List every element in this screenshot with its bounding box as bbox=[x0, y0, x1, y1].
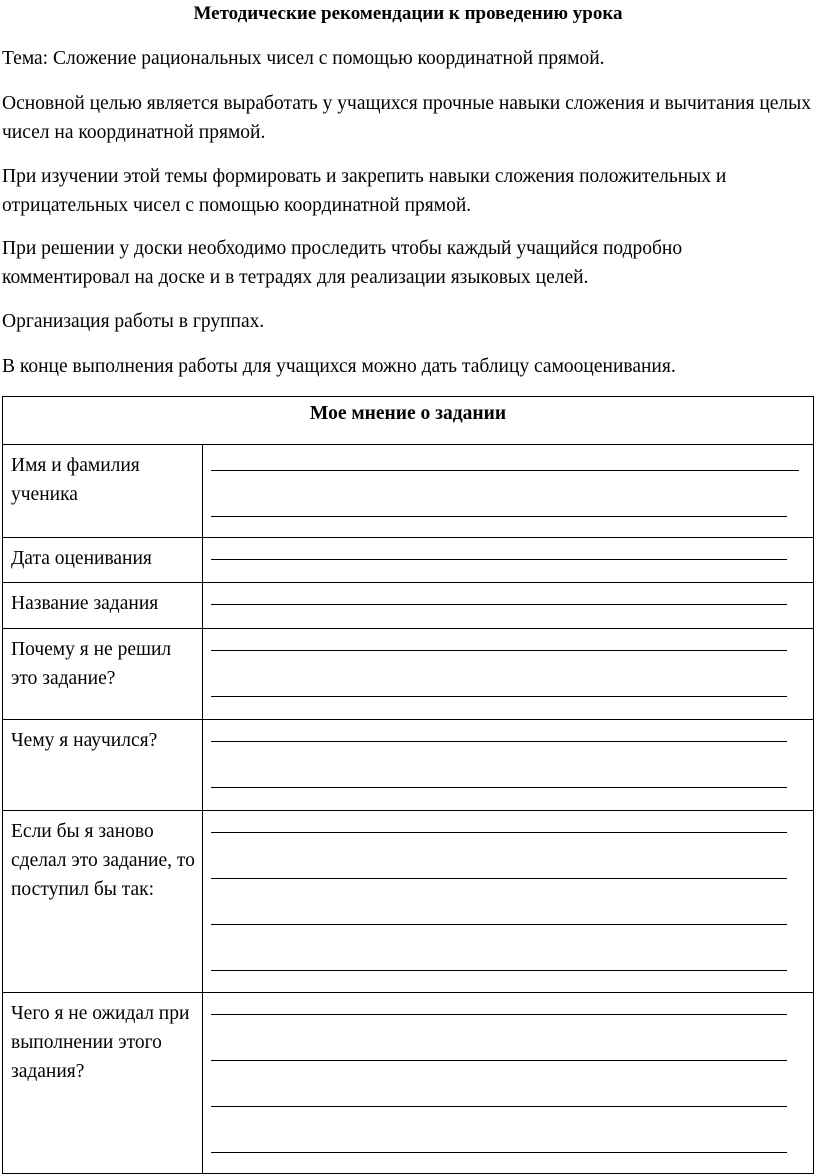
answer-line[interactable] bbox=[211, 696, 787, 697]
answer-line[interactable] bbox=[211, 1060, 787, 1061]
answer-line[interactable] bbox=[211, 516, 787, 517]
table-row bbox=[3, 583, 814, 629]
answer-line[interactable] bbox=[211, 832, 787, 833]
topic-paragraph: Тема: Сложение рациональных чисел с помощью координатной прямой. bbox=[2, 48, 605, 69]
table-title: Мое мнение о задании bbox=[3, 397, 814, 445]
table-row bbox=[3, 538, 814, 583]
board-paragraph: При решении у доски необходимо проследить чтобы каждый учащийся подробно комментировал на доске и в тетрадях для реализации языковых целей. bbox=[2, 238, 683, 288]
table-row bbox=[3, 993, 814, 1174]
table-row bbox=[3, 720, 814, 811]
row-label: Название задания bbox=[3, 583, 203, 629]
answer-cell[interactable] bbox=[203, 629, 814, 720]
self-assessment-table bbox=[2, 396, 814, 1174]
self-assessment-paragraph: В конце выполнения работы для учащихся можно дать таблицу самооценивания. bbox=[2, 356, 676, 377]
answer-line[interactable] bbox=[211, 970, 787, 971]
row-label: Чему я научился? bbox=[3, 720, 203, 811]
document-title: Методические рекомендации к проведению урока bbox=[193, 3, 623, 24]
answer-cell[interactable] bbox=[203, 445, 814, 538]
answer-line[interactable] bbox=[211, 924, 787, 925]
answer-line[interactable] bbox=[211, 741, 787, 742]
answer-cell[interactable] bbox=[203, 583, 814, 629]
answer-line[interactable] bbox=[211, 1106, 787, 1107]
row-label: Имя и фамилия ученика bbox=[3, 445, 203, 538]
row-label: Чего я не ожидал при выполнении этого задания? bbox=[3, 993, 203, 1174]
table-row bbox=[3, 811, 814, 993]
answer-cell[interactable] bbox=[203, 993, 814, 1174]
row-label: Если бы я заново сделал это задание, то поступил бы так: bbox=[3, 811, 203, 993]
answer-line[interactable] bbox=[211, 1014, 787, 1015]
answer-line[interactable] bbox=[211, 470, 799, 471]
answer-line[interactable] bbox=[211, 604, 787, 605]
table-header-row bbox=[3, 397, 814, 445]
answer-line[interactable] bbox=[211, 787, 787, 788]
answer-cell[interactable] bbox=[203, 538, 814, 583]
goal-paragraph: Основной целью является выработать у учащихся прочные навыки сложения и вычитания целых чисел на координатной прямой. bbox=[2, 93, 812, 143]
answer-cell[interactable] bbox=[203, 811, 814, 993]
row-label: Дата оценивания bbox=[3, 538, 203, 583]
groups-paragraph: Организация работы в группах. bbox=[2, 311, 265, 332]
answer-line[interactable] bbox=[211, 878, 787, 879]
table-row bbox=[3, 629, 814, 720]
answer-line[interactable] bbox=[211, 1152, 787, 1153]
answer-cell[interactable] bbox=[203, 720, 814, 811]
study-paragraph: При изучении этой темы формировать и закрепить навыки сложения положительных и отрицательных чисел с помощью координатной прямой. bbox=[2, 166, 727, 216]
answer-line[interactable] bbox=[211, 650, 787, 651]
answer-line[interactable] bbox=[211, 559, 787, 560]
table-row bbox=[3, 445, 814, 538]
row-label: Почему я не решил это задание? bbox=[3, 629, 203, 720]
